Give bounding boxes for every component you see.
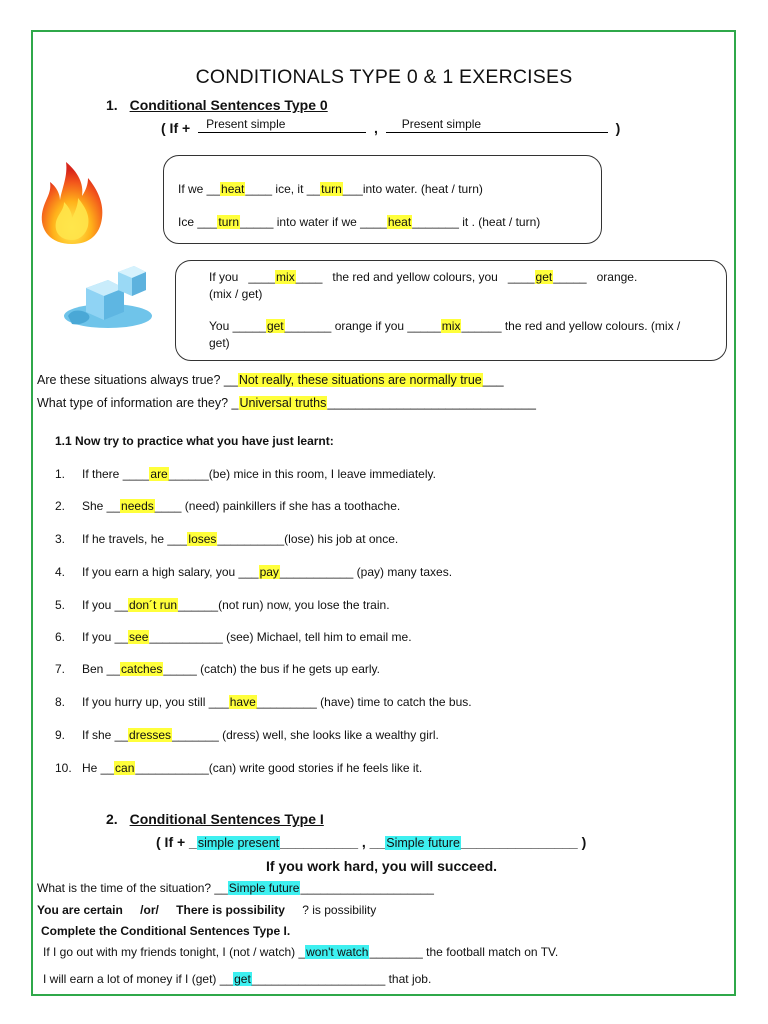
answer-turn: turn	[321, 182, 342, 196]
answer-simple-present: simple present	[197, 836, 280, 850]
box1-line2: Ice ___turn_____ into water if we ____heat_______ it . (heat / turn)	[178, 215, 541, 229]
box2-line2: (mix / get)	[209, 287, 263, 301]
section2-number: 2.	[106, 811, 118, 827]
question-always-true: Are these situations always true? __Not really, these situations are normally true___	[37, 373, 504, 387]
practice-item: 10. He __can___________(can) write good stories if he feels like it.	[55, 761, 423, 775]
practice-item: 7. Ben __catches_____ (catch) the bus if he gets up early.	[55, 662, 380, 676]
practice-item: 8. If you hurry up, you still ___have_________ (have) time to catch the bus.	[55, 695, 472, 709]
section1-number: 1.	[106, 97, 118, 113]
answer-get-3: get	[234, 972, 251, 986]
section1-heading	[106, 97, 328, 113]
question-time-of-situation: What is the time of the situation? __Simple future____________________	[37, 881, 434, 895]
complete-item-2: I will earn a lot of money if I (get) __get____________________ that job.	[43, 972, 432, 986]
section1-title: Conditional Sentences Type 0	[129, 97, 328, 113]
ice-melting-icon	[60, 258, 160, 332]
practice-item: 1. If there ____are______(be) mice in this room, I leave immediately.	[55, 467, 436, 481]
answer-universal-truths: Universal truths	[239, 396, 327, 410]
answer-get-2: get	[266, 319, 284, 333]
answer-wont-watch: won't watch	[306, 945, 369, 959]
answer-not-really: Not really, these situations are normally true	[238, 373, 482, 387]
type0-example-box-1	[163, 155, 602, 244]
page-title: CONDITIONALS TYPE 0 & 1 EXERCISES	[195, 66, 573, 88]
formula-blank-a	[198, 117, 366, 133]
section2-example: If you work hard, you will succeed.	[266, 858, 498, 874]
complete-item-1: If I go out with my friends tonight, I (not / watch) _won't watch________ the football match on TV.	[43, 945, 559, 959]
box2-line3: You _____get_______ orange if you _____mix______ the red and yellow colours. (mix /	[209, 319, 681, 333]
formula-comma: ,	[373, 120, 378, 136]
practice-item: 6. If you __see___________ (see) Michael, tell him to email me.	[55, 630, 412, 644]
fire-icon	[36, 160, 108, 246]
section1-formula	[161, 117, 621, 136]
formula-close: )	[615, 120, 621, 136]
answer-turn-2: turn	[218, 215, 240, 229]
section2-formula: ( If + _simple present__________ , __Simple future_______________ )	[156, 834, 587, 850]
practice-item: 4. If you earn a high salary, you ___pay___________ (pay) many taxes.	[55, 565, 453, 579]
practice-item: 2. She __needs____ (need) painkillers if she has a toothache.	[55, 499, 401, 513]
box2-line1: If you ____mix____ the red and yellow colours, you ____get_____ orange.	[209, 270, 638, 284]
formula-blank-b	[386, 117, 608, 133]
box2-line4: get)	[209, 336, 230, 350]
formula-answer-b: Present simple	[401, 117, 482, 131]
section2-heading	[106, 811, 324, 827]
answer-mix-2: mix	[441, 319, 461, 333]
section2-title: Conditional Sentences Type I	[129, 811, 324, 827]
formula-answer-a: Present simple	[206, 117, 286, 131]
answer-get: get	[535, 270, 553, 284]
box1-line1: If we __heat____ ice, it __turn___into water. (heat / turn)	[178, 182, 483, 196]
answer-heat-2: heat	[387, 215, 412, 229]
formula-open: ( If +	[161, 120, 191, 136]
practice-item: 5. If you __don´t run______(not run) now, you lose the train.	[55, 598, 390, 612]
practice-heading: 1.1 Now try to practice what you have just learnt:	[55, 434, 334, 448]
question-information-type: What type of information are they? _Universal truths______________________________	[37, 396, 536, 410]
answer-mix: mix	[276, 270, 295, 284]
complete-heading: Complete the Conditional Sentences Type I.	[41, 924, 291, 938]
practice-item: 3. If he travels, he ___loses__________(lose) his job at once.	[55, 532, 399, 546]
answer-simple-future: Simple future	[386, 836, 460, 850]
answer-simple-future-2: Simple future	[228, 881, 300, 895]
practice-item: 9. If she __dresses_______ (dress) well, she looks like a wealthy girl.	[55, 728, 439, 742]
certain-or-possibility: You are certain /or/ There is possibility ? is possibility	[37, 903, 377, 917]
answer-heat: heat	[221, 182, 245, 196]
